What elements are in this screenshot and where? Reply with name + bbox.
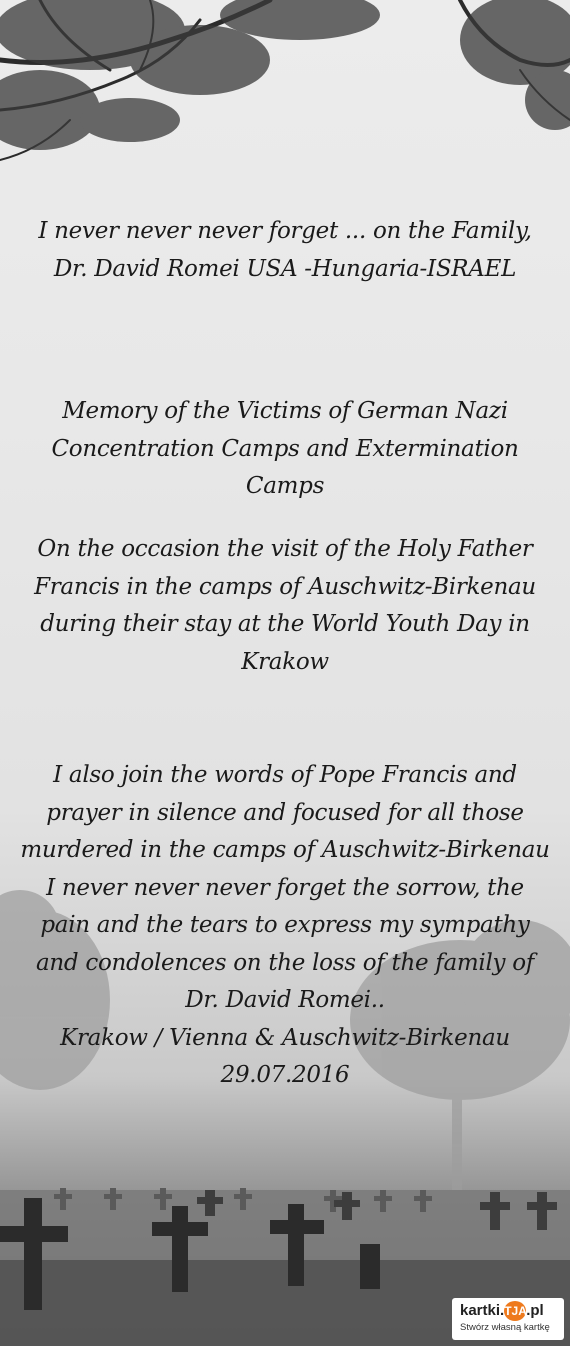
sympathy-paragraph: I never never never forget the sorrow, the pain and the tears to express my sympathy and condolences on the loss of the family of Dr. David Romei.. bbox=[36, 874, 534, 1013]
memory-title: Memory of the Victims of German Nazi Concentration Camps and Extermination Camps bbox=[51, 398, 519, 499]
message-body bbox=[20, 757, 550, 1095]
logo-tagline: Stwórz własną kartkę bbox=[460, 1322, 550, 1333]
logo-badge-icon: TJA bbox=[504, 1301, 526, 1321]
occasion-paragraph: On the occasion the visit of the Holy Father Francis in the camps of Auschwitz-Birkenau during their stay at the World Youth Day in Krakow bbox=[34, 536, 536, 675]
place-line: Krakow / Vienna & Auschwitz-Birkenau bbox=[60, 1024, 510, 1051]
date-line: 29.07.2016 bbox=[220, 1062, 350, 1088]
kartki-logo[interactable] bbox=[452, 1298, 564, 1340]
prayer-paragraph: I also join the words of Pope Francis and prayer in silence and focused for all those murdered in the camps of Auschwitz-Birkenau bbox=[20, 762, 550, 863]
dedication-heading: I never never never forget ... on the Family, Dr. David Romei USA -Hungaria-ISRAEL bbox=[38, 218, 532, 282]
logo-wordmark: kartki.TJA.pl bbox=[460, 1301, 544, 1321]
